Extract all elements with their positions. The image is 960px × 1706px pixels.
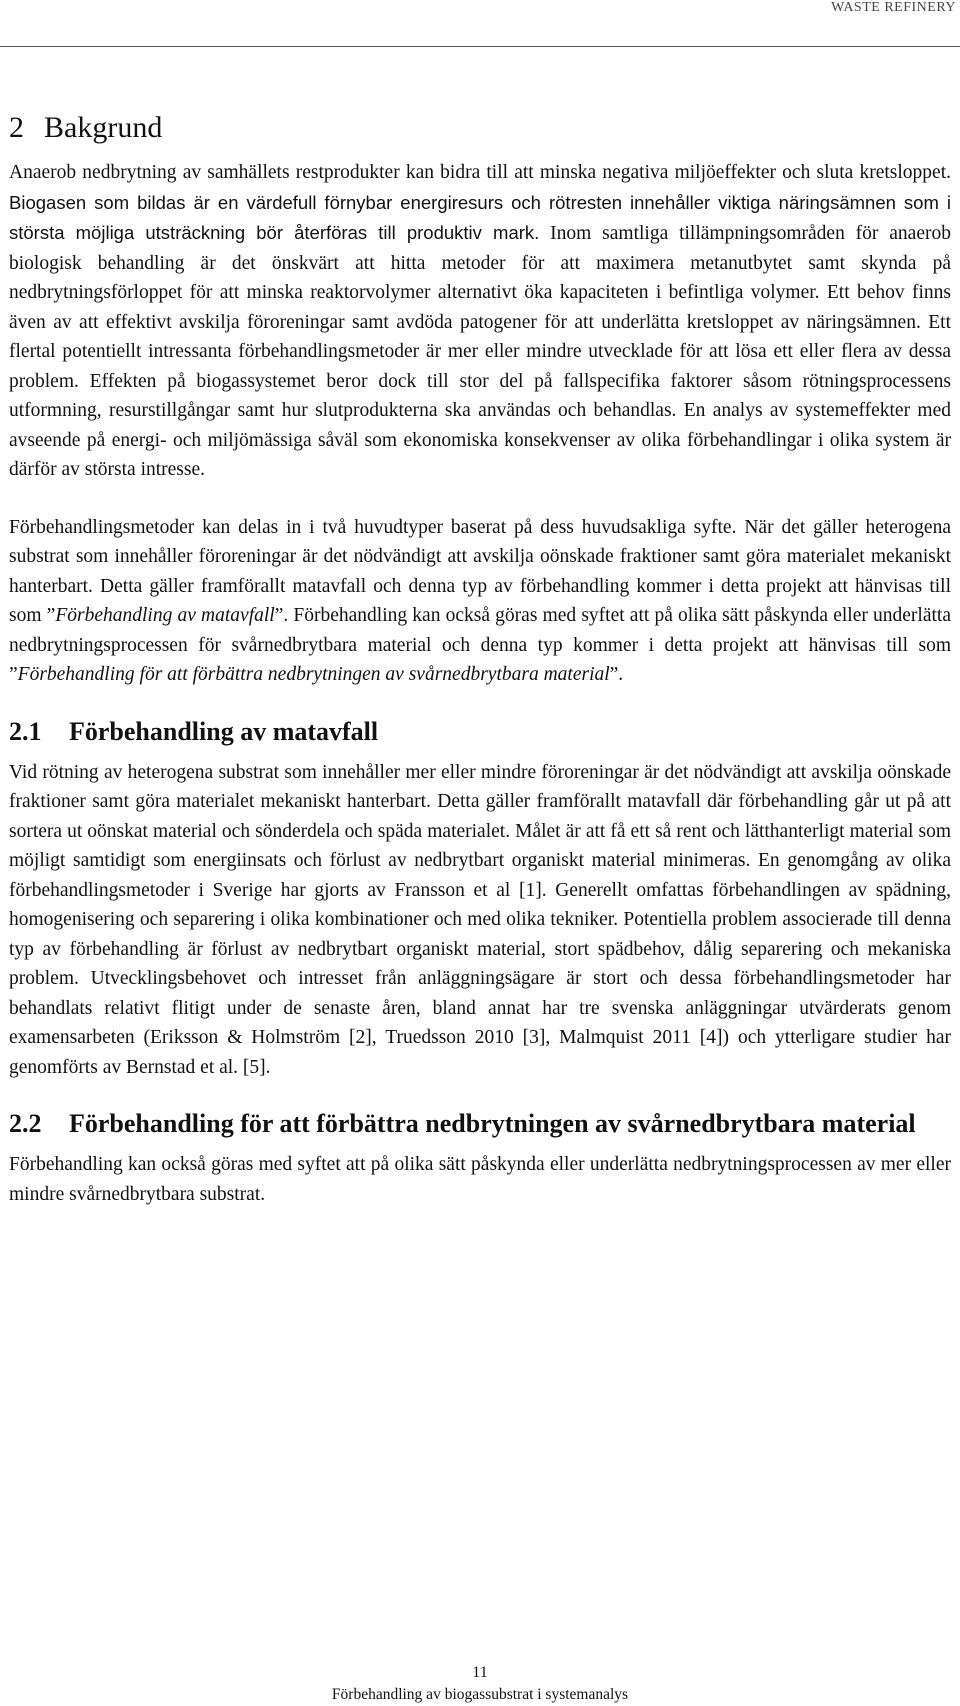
types-text-2: ”. Förbehandling kan också göras med syftet att på olika sätt påskynda eller underlätta nedbrytningsprocessen för svårnedbrytbara material och denna typ kommer i detta projekt att hänvisas till som ” <box>9 605 951 685</box>
section-2-2-paragraph: Förbehandling kan också göras med syftet att på olika sätt påskynda eller underlätta nedbrytningsprocessen av mer eller mindre svårnedbrytbara substrat. <box>9 1154 951 1205</box>
types-italic-food-waste: Förbehandling av matavfall <box>55 605 275 626</box>
chapter-title: Bakgrund <box>44 111 163 144</box>
intro-paragraph <box>9 158 951 485</box>
footer-report-title: Förbehandling av biogassubstrat i systemanalys <box>331 1686 629 1703</box>
section-2-1-paragraph: Vid rötning av heterogena substrat som innehåller mer eller mindre föroreningar är det nödvändigt att avskilja oönskade fraktioner samt göra materialet mekaniskt hanterbart. Detta gäller framförallt matavfall där förbehandling går ut på att sortera ut oönskat material och sönderdela och späda materialet. Målet är att få ett så rent och lätthanterligt material som möjligt samtidigt som energiinsats och förlust av nedbrytbart organiskt material minimeras. En genomgång av olika förbehandlingsmetoder i Sverige har gjorts av Fransson et al [1]. Generellt omfattas förbehandlingen av spädning, homogenisering och separering i olika kombinationer och med olika tekniker. Potentiella problem associerade till denna typ av förbehandling är förlust av nedbrytbart organiskt material, stort spädbehov, dålig separering och mekaniska problem. Utvecklingsbehovet och intresset från anläggningsägare är stort och dessa förbehandlingsmetoder har behandlats relativt flitigt under de senaste åren, bland annat har tre svenska anläggningar utvärderats genom examensarbeten (Eriksson & Holmström [2], Truedsson 2010 [3], Malmquist 2011 [4]) och ytterligare studier har genomförts av Bernstad et al. [5]. <box>9 761 951 1078</box>
section-2-2-number: 2.2 <box>9 1109 42 1138</box>
section-2-2-heading <box>9 1106 951 1142</box>
types-italic-degradation: Förbehandling för att förbättra nedbrytningen av svårnedbrytbara material <box>17 664 610 685</box>
chapter-heading <box>9 110 951 146</box>
page-number: 11 <box>472 1664 488 1681</box>
intro-sentence-1: Anaerob nedbrytning av samhällets restprodukter kan bidra till att minska negativa miljöeffekter och sluta kretsloppet. <box>9 162 951 183</box>
types-text-1: Förbehandlingsmetoder kan delas in i två huvudtyper baserat på dess huvudsakliga syfte. När det gäller heterogena substrat som innehåller föroreningar är det nödvändigt att avskilja oönskade fraktioner samt göra materialet mekaniskt hanterbart. Detta gäller framförallt matavfall och denna typ av förbehandling kommer i detta projekt att hänvisas till som ” <box>9 516 951 626</box>
intro-sentence-2: Biogasen som bildas är en värdefull förnybar energiresurs och rötresten innehåller viktiga näringsämnen som i största möjliga utsträckning bör återföras till produktiv mark. <box>9 191 951 243</box>
types-text-3: ”. <box>609 664 624 685</box>
section-2-1-number: 2.1 <box>9 716 42 746</box>
page-content <box>9 110 951 1233</box>
section-2-1-title: Förbehandling av matavfall <box>69 716 379 746</box>
intro-sentence-3: Inom samtliga tillämpningsområden för anaerob biologisk behandling är det önskvärt att hitta metoder för att maximera metanutbytet samt skynda på nedbrytningsförloppet för att minska reaktorvolymer alternativt öka kapaciteten i befintliga volymer. Ett behov finns även av att effektivt avskilja föroreningar samt avdöda patogener för att underlätta kretsloppet av näringsämnen. Ett flertal potentiellt intressanta förbehandlingsmetoder är mer eller mindre utvecklade för att lösa ett eller flera av dessa problem. Effekten på biogassystemet beror dock till stor del på fallspecifika faktorer såsom rötningsprocessens utformning, resurstillgångar samt hur slutprodukterna ska användas och behandlas. En analys av systemeffekter med avseende på energi- och miljömässiga såväl som ekonomiska konsekvenser av olika förbehandlingar i olika system är därför av största intresse. <box>9 223 951 480</box>
running-header: WASTE REFINERY <box>831 0 956 15</box>
section-2-2-title: Förbehandling för att förbättra nedbrytningen av svårnedbrytbara material <box>69 1109 916 1138</box>
header-divider <box>0 46 960 47</box>
section-2-1-heading <box>9 714 951 750</box>
chapter-number: 2 <box>9 111 24 144</box>
pretreatment-types-paragraph <box>9 513 951 690</box>
